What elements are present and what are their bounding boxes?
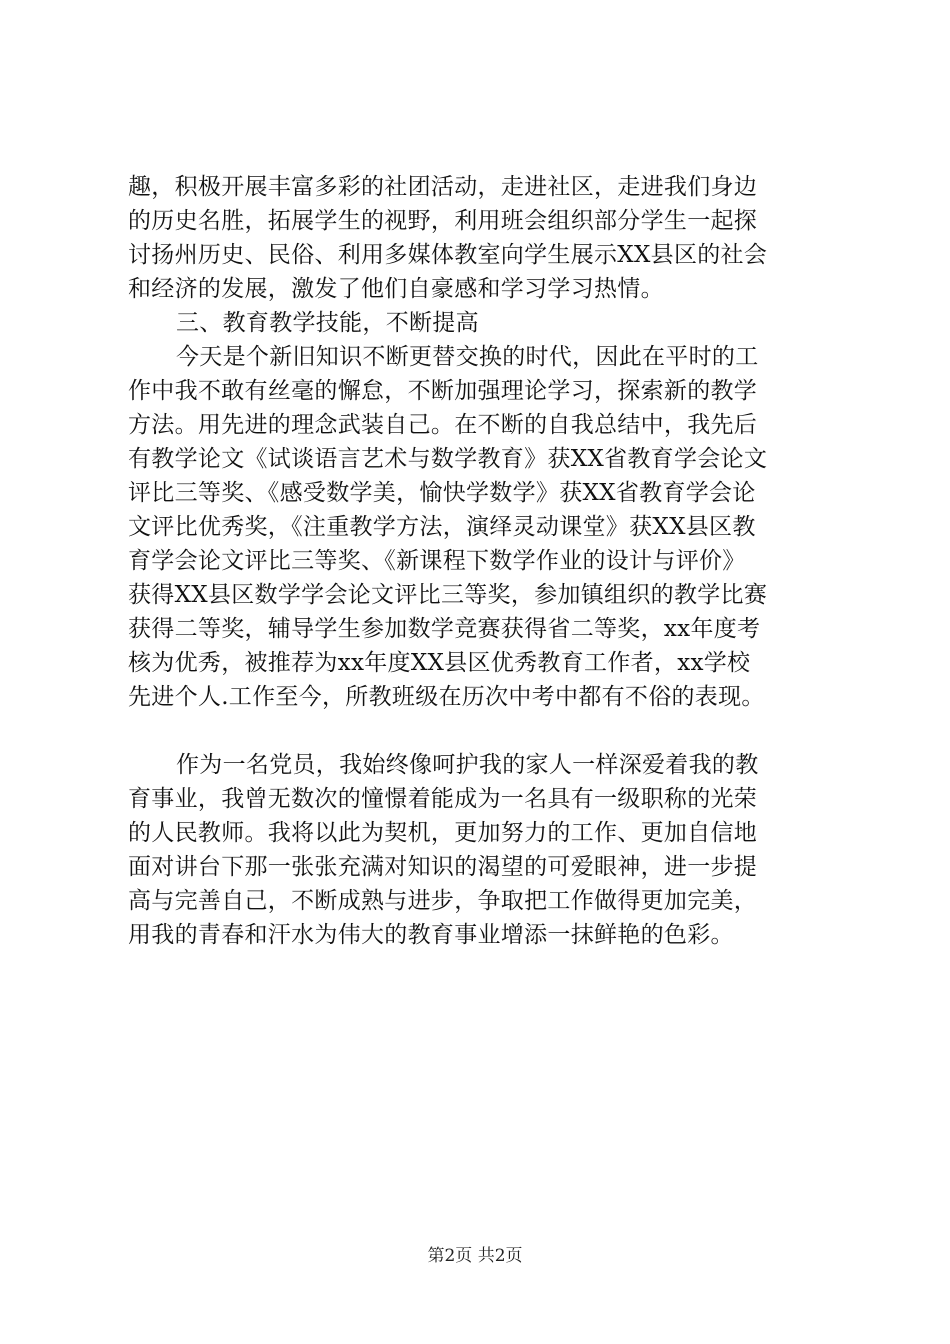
text-line: 用我的青春和汗水为伟大的教育事业增添一抹鲜艳的色彩。 [128,922,734,948]
text-line: 高与完善自己，不断成熟与进步，争取把工作做得更加完美， [128,888,758,914]
section-heading [128,306,828,340]
heading-text: 三、教育教学技能，不断提高 [176,310,479,336]
text-line: 育事业，我曾无数次的憧憬着能成为一名具有一级职称的光荣 [128,786,758,812]
text-line: 文评比优秀奖，《注重教学方法，演绎灵动课堂》获XX县区教 [128,514,756,540]
text-line: 今天是个新旧知识不断更替交换的时代，因此在平时的工 [176,344,759,370]
text-line: 获得二等奖，辅导学生参加数学竞赛获得省二等奖，xx年度考 [128,616,761,642]
text-line: 获得XX县区数学学会论文评比三等奖，参加镇组织的教学比赛 [128,582,768,608]
document-body [128,170,828,952]
text-line: 育学会论文评比三等奖、《新课程下数学作业的设计与评价》 [128,548,746,574]
paragraph-activities [128,170,828,306]
text-line: 方法。用先进的理念武装自己。在不断的自我总结中，我先后 [128,412,758,438]
text-line: 讨扬州历史、民俗、利用多媒体教室向学生展示XX县区的社会 [128,242,768,268]
paragraph-skills [128,340,828,714]
page-number: 第2页 共2页 [427,1246,523,1266]
text-line: 核为优秀，被推荐为xx年度XX县区优秀教育工作者，xx学校 [128,650,751,676]
page-footer [0,1244,950,1268]
text-line: 和经济的发展，激发了他们自豪感和学习学习热情。 [128,276,664,302]
text-line: 的历史名胜，拓展学生的视野，利用班会组织部分学生一起探 [128,208,758,234]
text-line: 趣，积极开展丰富多彩的社团活动，走进社区，走进我们身边 [128,174,758,200]
text-line: 有教学论文《试谈语言艺术与数学教育》获XX省教育学会论文 [128,446,768,472]
paragraph-party-member [128,748,828,952]
text-line: 评比三等奖、《感受数学美，愉快学数学》获XX省教育学会论 [128,480,756,506]
text-line: 先进个人.工作至今，所教班级在历次中考中都有不俗的表现。 [128,684,765,710]
text-line: 作中我不敢有丝毫的懈怠，不断加强理论学习，探索新的教学 [128,378,758,404]
paragraph-spacer [128,714,828,748]
text-line: 的人民教师。我将以此为契机，更加努力的工作、更加自信地 [128,820,758,846]
text-line: 面对讲台下那一张张充满对知识的渴望的可爱眼神，进一步提 [128,854,758,880]
text-line: 作为一名党员，我始终像呵护我的家人一样深爱着我的教 [176,752,759,778]
